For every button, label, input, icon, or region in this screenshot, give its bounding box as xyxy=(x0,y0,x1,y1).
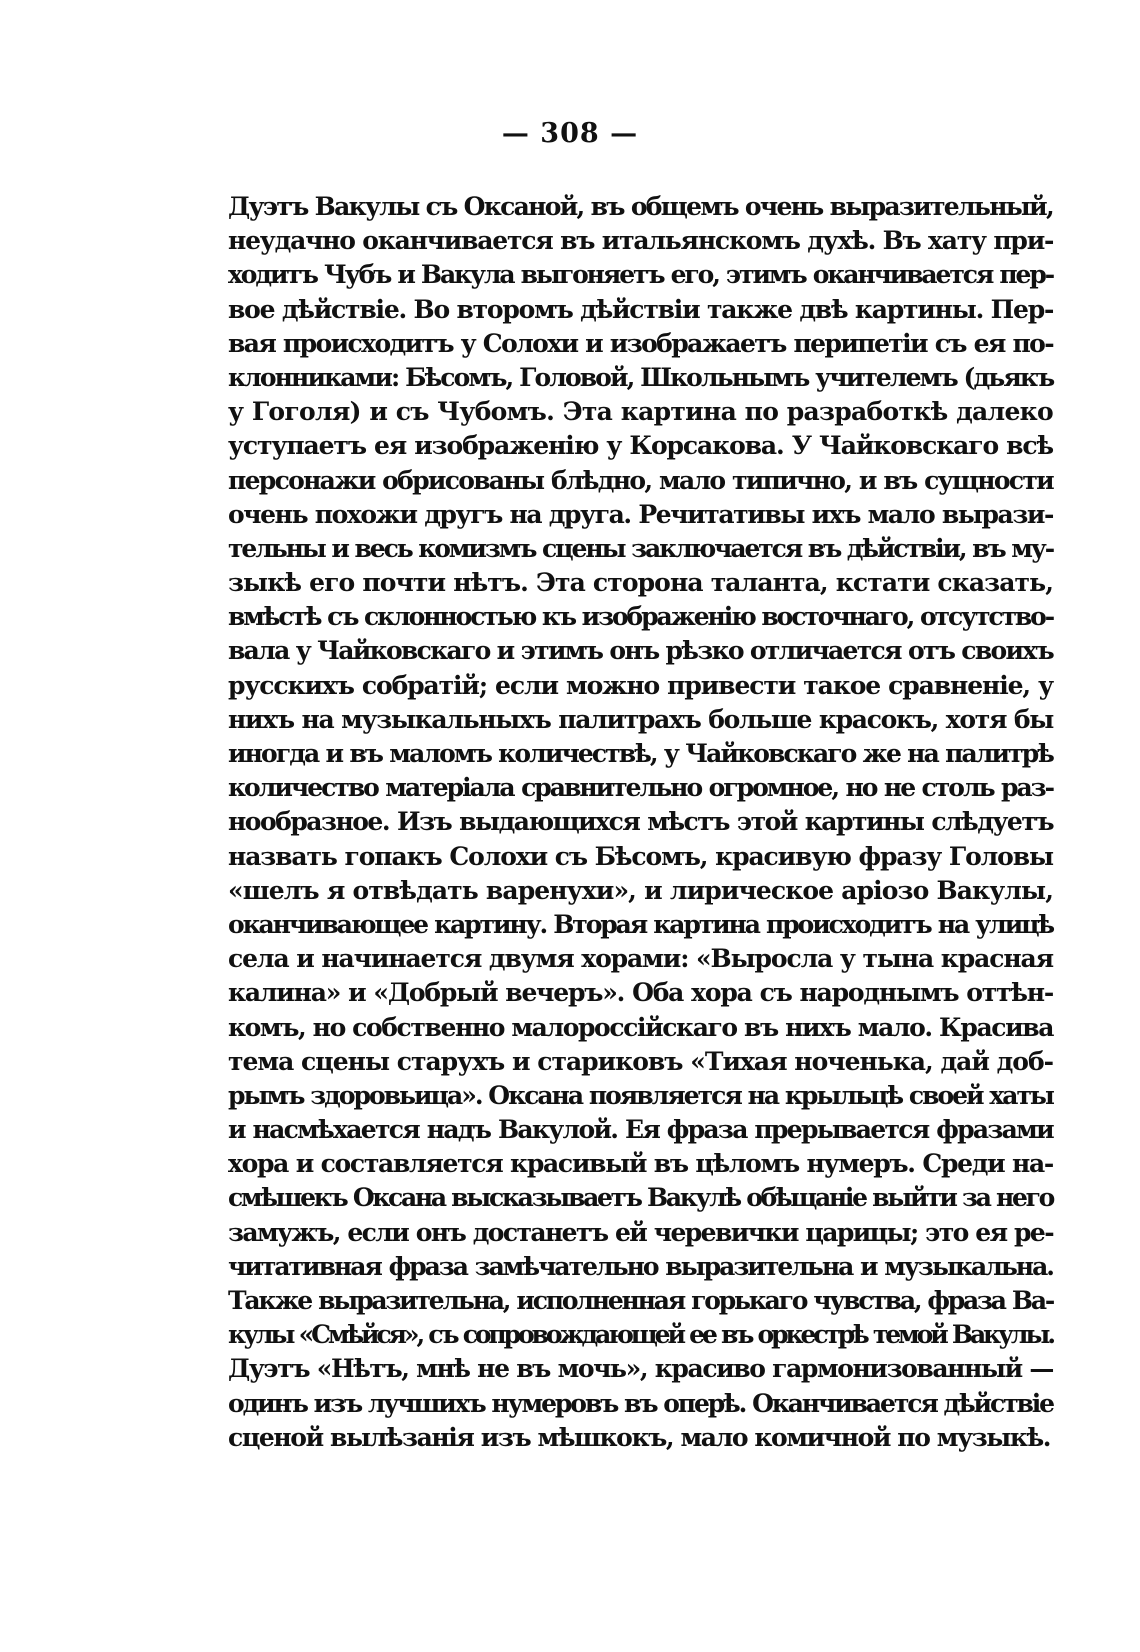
body-text xyxy=(228,190,1053,1455)
text-line: иногда и въ маломъ количествѣ, у Чайковскаго же на палитрѣ xyxy=(228,739,1053,768)
text-line: комъ, но собственно малороссійскаго въ нихъ мало. Красива xyxy=(228,1012,1053,1042)
page-number: — 308 — xyxy=(501,118,639,149)
text-line: рымъ здоровьица». Оксана появляется на крыльцѣ своей хаты xyxy=(228,1080,1053,1110)
text-line: персонажи обрисованы блѣдно, мало типично, и въ сущности xyxy=(228,465,1053,495)
text-line: калина» и «Добрый вечеръ». Оба хора съ народнымъ оттѣн- xyxy=(228,978,1053,1008)
text-line: тельны и весь комизмъ сцены заключается въ дѣйствіи, въ му- xyxy=(228,533,1053,563)
text-line: «шелъ я отвѣдать варенухи», и лирическое аріозо Вакулы, xyxy=(228,875,1053,905)
text-line: сценой вылѣзанія изъ мѣшкокъ, мало комичной по музыкѣ. xyxy=(228,1422,1051,1452)
text-line: назвать гопакъ Солохи съ Бѣсомъ, красивую фразу Головы xyxy=(228,841,1053,871)
text-line: вала у Чайковскаго и этимъ онъ рѣзко отличается отъ своихъ xyxy=(228,636,1053,666)
text-line: села и начинается двумя хорами: «Выросла у тына красная xyxy=(228,944,1053,974)
text-line: нихъ на музыкальныхъ палитрахъ больше красокъ, хотя бы xyxy=(228,704,1053,734)
text-line: читативная фраза замѣчательно выразительна и музыкальна. xyxy=(228,1251,1053,1281)
text-line: вое дѣйствіе. Во второмъ дѣйствіи также двѣ картины. Пер- xyxy=(228,294,1054,324)
text-line: нообразное. Изъ выдающихся мѣстъ этой картины слѣдуетъ xyxy=(228,807,1053,837)
text-line: уступаетъ ея изображенію у Корсакова. У Чайковскаго всѣ xyxy=(228,431,1053,461)
text-line: и насмѣхается надъ Вакулой. Ея фраза прерывается фразами xyxy=(228,1115,1053,1145)
text-line: очень похожи другъ на друга. Речитативы ихъ мало вырази- xyxy=(228,499,1053,529)
text-line: вмѣстѣ съ склонностью къ изображенію восточнаго, отсутство- xyxy=(228,602,1053,632)
text-line: у Гоголя) и съ Чубомъ. Эта картина по разработкѣ далеко xyxy=(228,397,1053,427)
text-line: русскихъ собратій; если можно привести такое сравненіе, у xyxy=(228,670,1053,700)
text-line: зыкѣ его почти нѣтъ. Эта сторона таланта, кстати сказать, xyxy=(228,568,1053,598)
text-line: неудачно оканчивается въ итальянскомъ духѣ. Въ хату при- xyxy=(228,226,1054,256)
text-line: одинъ изъ лучшихъ нумеровъ въ оперѣ. Оканчивается дѣйствіе xyxy=(228,1388,1053,1418)
text-line: Дуэтъ «Нѣтъ, мнѣ не въ мочь», красиво гармонизованный — xyxy=(228,1354,1053,1384)
text-line: кулы «Смѣйся», съ сопровождающей ее въ оркестрѣ темой Вакулы. xyxy=(228,1320,1053,1350)
text-line: количество матеріала сравнительно огромное, но не столь раз- xyxy=(228,773,1053,803)
text-line: ходитъ Чубъ и Вакула выгоняетъ его, этимъ оканчивается пер- xyxy=(228,260,1053,290)
text-line: оканчивающее картину. Вторая картина происходитъ на улицѣ xyxy=(228,909,1053,939)
text-line: вая происходитъ у Солохи и изображаетъ перипетіи съ ея по- xyxy=(228,328,1053,358)
text-line: Дуэтъ Вакулы съ Оксаной, въ общемъ очень выразительный, xyxy=(228,192,1053,221)
text-line: замужъ, если онъ достанетъ ей черевички царицы; это ея ре- xyxy=(228,1217,1053,1247)
text-line: хора и составляется красивый въ цѣломъ нумеръ. Среди на- xyxy=(228,1149,1053,1179)
text-line: клонниками: Бѣсомъ, Головой, Школьнымъ учителемъ (дьякъ xyxy=(228,362,1054,392)
text-line: Также выразительна, исполненная горькаго чувства, фраза Ва- xyxy=(228,1286,1053,1315)
text-line: тема сцены старухъ и стариковъ «Тихая ноченька, дай доб- xyxy=(228,1046,1053,1076)
text-line: смѣшекъ Оксана высказываетъ Вакулѣ обѣщаніе выйти за него xyxy=(228,1183,1053,1213)
